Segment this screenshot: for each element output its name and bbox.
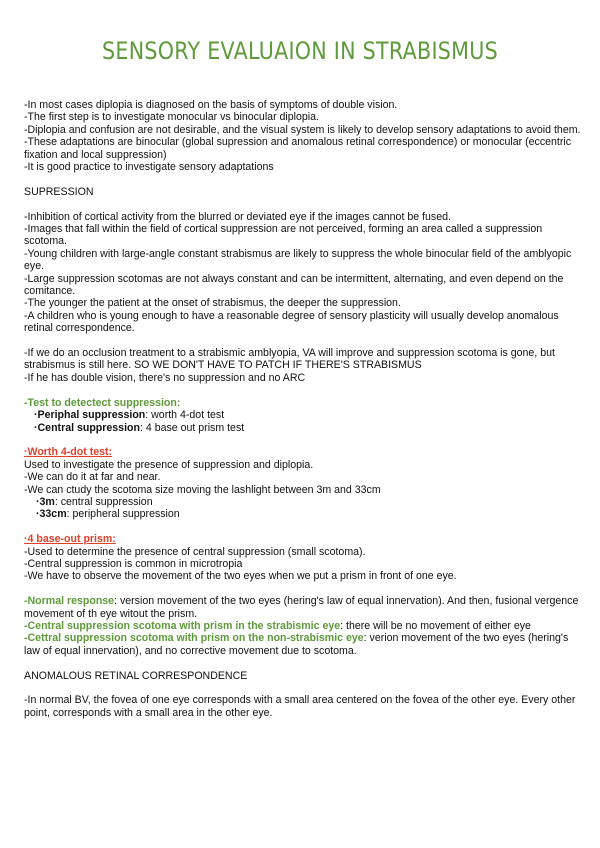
worth-size-label: ·33cm <box>36 508 67 521</box>
prism-line: -Central suppression is common in microtropia <box>24 557 243 570</box>
suppression-point: -A children who is young enough to have a reasonable degree of sensory plasticity will usually develop anomalous retinal correspondence. <box>24 309 559 335</box>
arc-text: -In normal BV, the fovea of one eye corresponds with a small area centered on the fovea of the other eye. Every other point, corresponds with a small area in the other eye. <box>24 694 576 719</box>
suppression-heading: SUPRESSION <box>24 185 94 198</box>
intro-line: -The first step is to investigate monocular vs binocular diplopia. <box>24 111 320 124</box>
worth-size-text: : peripheral suppression <box>66 508 180 521</box>
intro-line: -These adaptations are binocular (global supression and anomalous retinal correspondence) or monocular (eccentric fixation and local suppression) <box>24 136 572 161</box>
worth-line: -We can do it at far and near. <box>24 471 161 484</box>
test-item <box>24 409 584 421</box>
worth-line: -We can ctudy the scotoma size moving the lashlight between 3m and 33cm <box>24 483 381 496</box>
suppression-note: -If we do an occlusion treatment to a strabismic amblyopia, VA will improve and suppression scotoma is gone, but strabismus is still here. SO WE DON'T HAVE TO PATCH IF THERE'S STRABISMUS <box>24 347 555 372</box>
test-item-label: ·Central suppression <box>34 421 140 434</box>
response-item <box>24 632 584 657</box>
test-item-label: ·Periphal suppression <box>34 409 146 422</box>
test-item <box>24 422 584 434</box>
suppression-point: -Large suppression scotomas are not always constant and can be intermittent, alternating, and even depend on the comitance. <box>24 272 564 298</box>
arc-heading: ANOMALOUS RETINAL CORRESPONDENCE <box>24 669 248 682</box>
document-body <box>24 99 584 719</box>
test-item-text: : 4 base out prism test <box>139 421 245 434</box>
response-text: : verion movement of the two eyes (hering's law of equal innervation), and no corrective movement due to scotoma. <box>24 632 569 657</box>
suppression-point: -The younger the patient at the onset of strabismus, the deeper the suppression. <box>24 297 401 310</box>
response-label: -Cettral suppression scotoma with prism on the non-strabismic eye <box>24 632 364 645</box>
worth-size-label: ·3m <box>36 495 55 508</box>
suppression-point: -Images that fall within the field of cortical suppression are not perceived, forming an area called a suppression scotoma. <box>24 223 543 248</box>
worth-line: Used to investigate the presence of suppression and diplopia. <box>24 458 314 471</box>
response-label: -Central suppression scotoma with prism in the strabismic eye <box>24 619 341 632</box>
response-text: : version movement of the two eyes (hering's law of equal innervation). And then, fusional vergence movement of th eye witout the prism. <box>24 595 579 620</box>
worth-size-item <box>24 496 584 508</box>
suppression-point: -Young children with large-angle constant strabismus are likely to suppress the whole binocular field of the amblyopic eye. <box>24 247 572 273</box>
worth-size-text: : central suppression <box>54 495 153 508</box>
response-label: -Normal response <box>24 595 115 608</box>
worth-heading: ·Worth 4-dot test: <box>24 446 113 459</box>
prism-heading: ·4 base-out prism: <box>24 533 116 546</box>
suppression-point: -Inhibition of cortical activity from the blurred or deviated eye if the images cannot be fused. <box>24 210 451 223</box>
page-title: SENSORY EVALUAION IN STRABISMUS <box>102 37 498 65</box>
intro-line: -In most cases diplopia is diagnosed on the basis of symptoms of double vision. <box>24 99 398 111</box>
worth-size-item <box>24 508 584 520</box>
intro-line: -It is good practice to investigate sensory adaptations <box>24 161 274 174</box>
prism-line: -Used to determine the presence of central suppression (small scotoma). <box>24 545 366 558</box>
intro-line: -Diplopia and confusion are not desirable, and the visual system is likely to develop sensory adaptations to avoid them. <box>24 123 581 136</box>
suppression-note: -If he has double vision, there's no suppression and no ARC <box>24 371 306 384</box>
prism-line: -We have to observe the movement of the two eyes when we put a prism in front of one eye. <box>24 570 457 583</box>
response-item <box>24 620 584 632</box>
test-item-text: : worth 4-dot test <box>145 409 225 422</box>
tests-heading: -Test to detectect suppression: <box>24 396 181 409</box>
response-text: : there will be no movement of either eye <box>340 619 531 632</box>
response-item <box>24 595 584 620</box>
